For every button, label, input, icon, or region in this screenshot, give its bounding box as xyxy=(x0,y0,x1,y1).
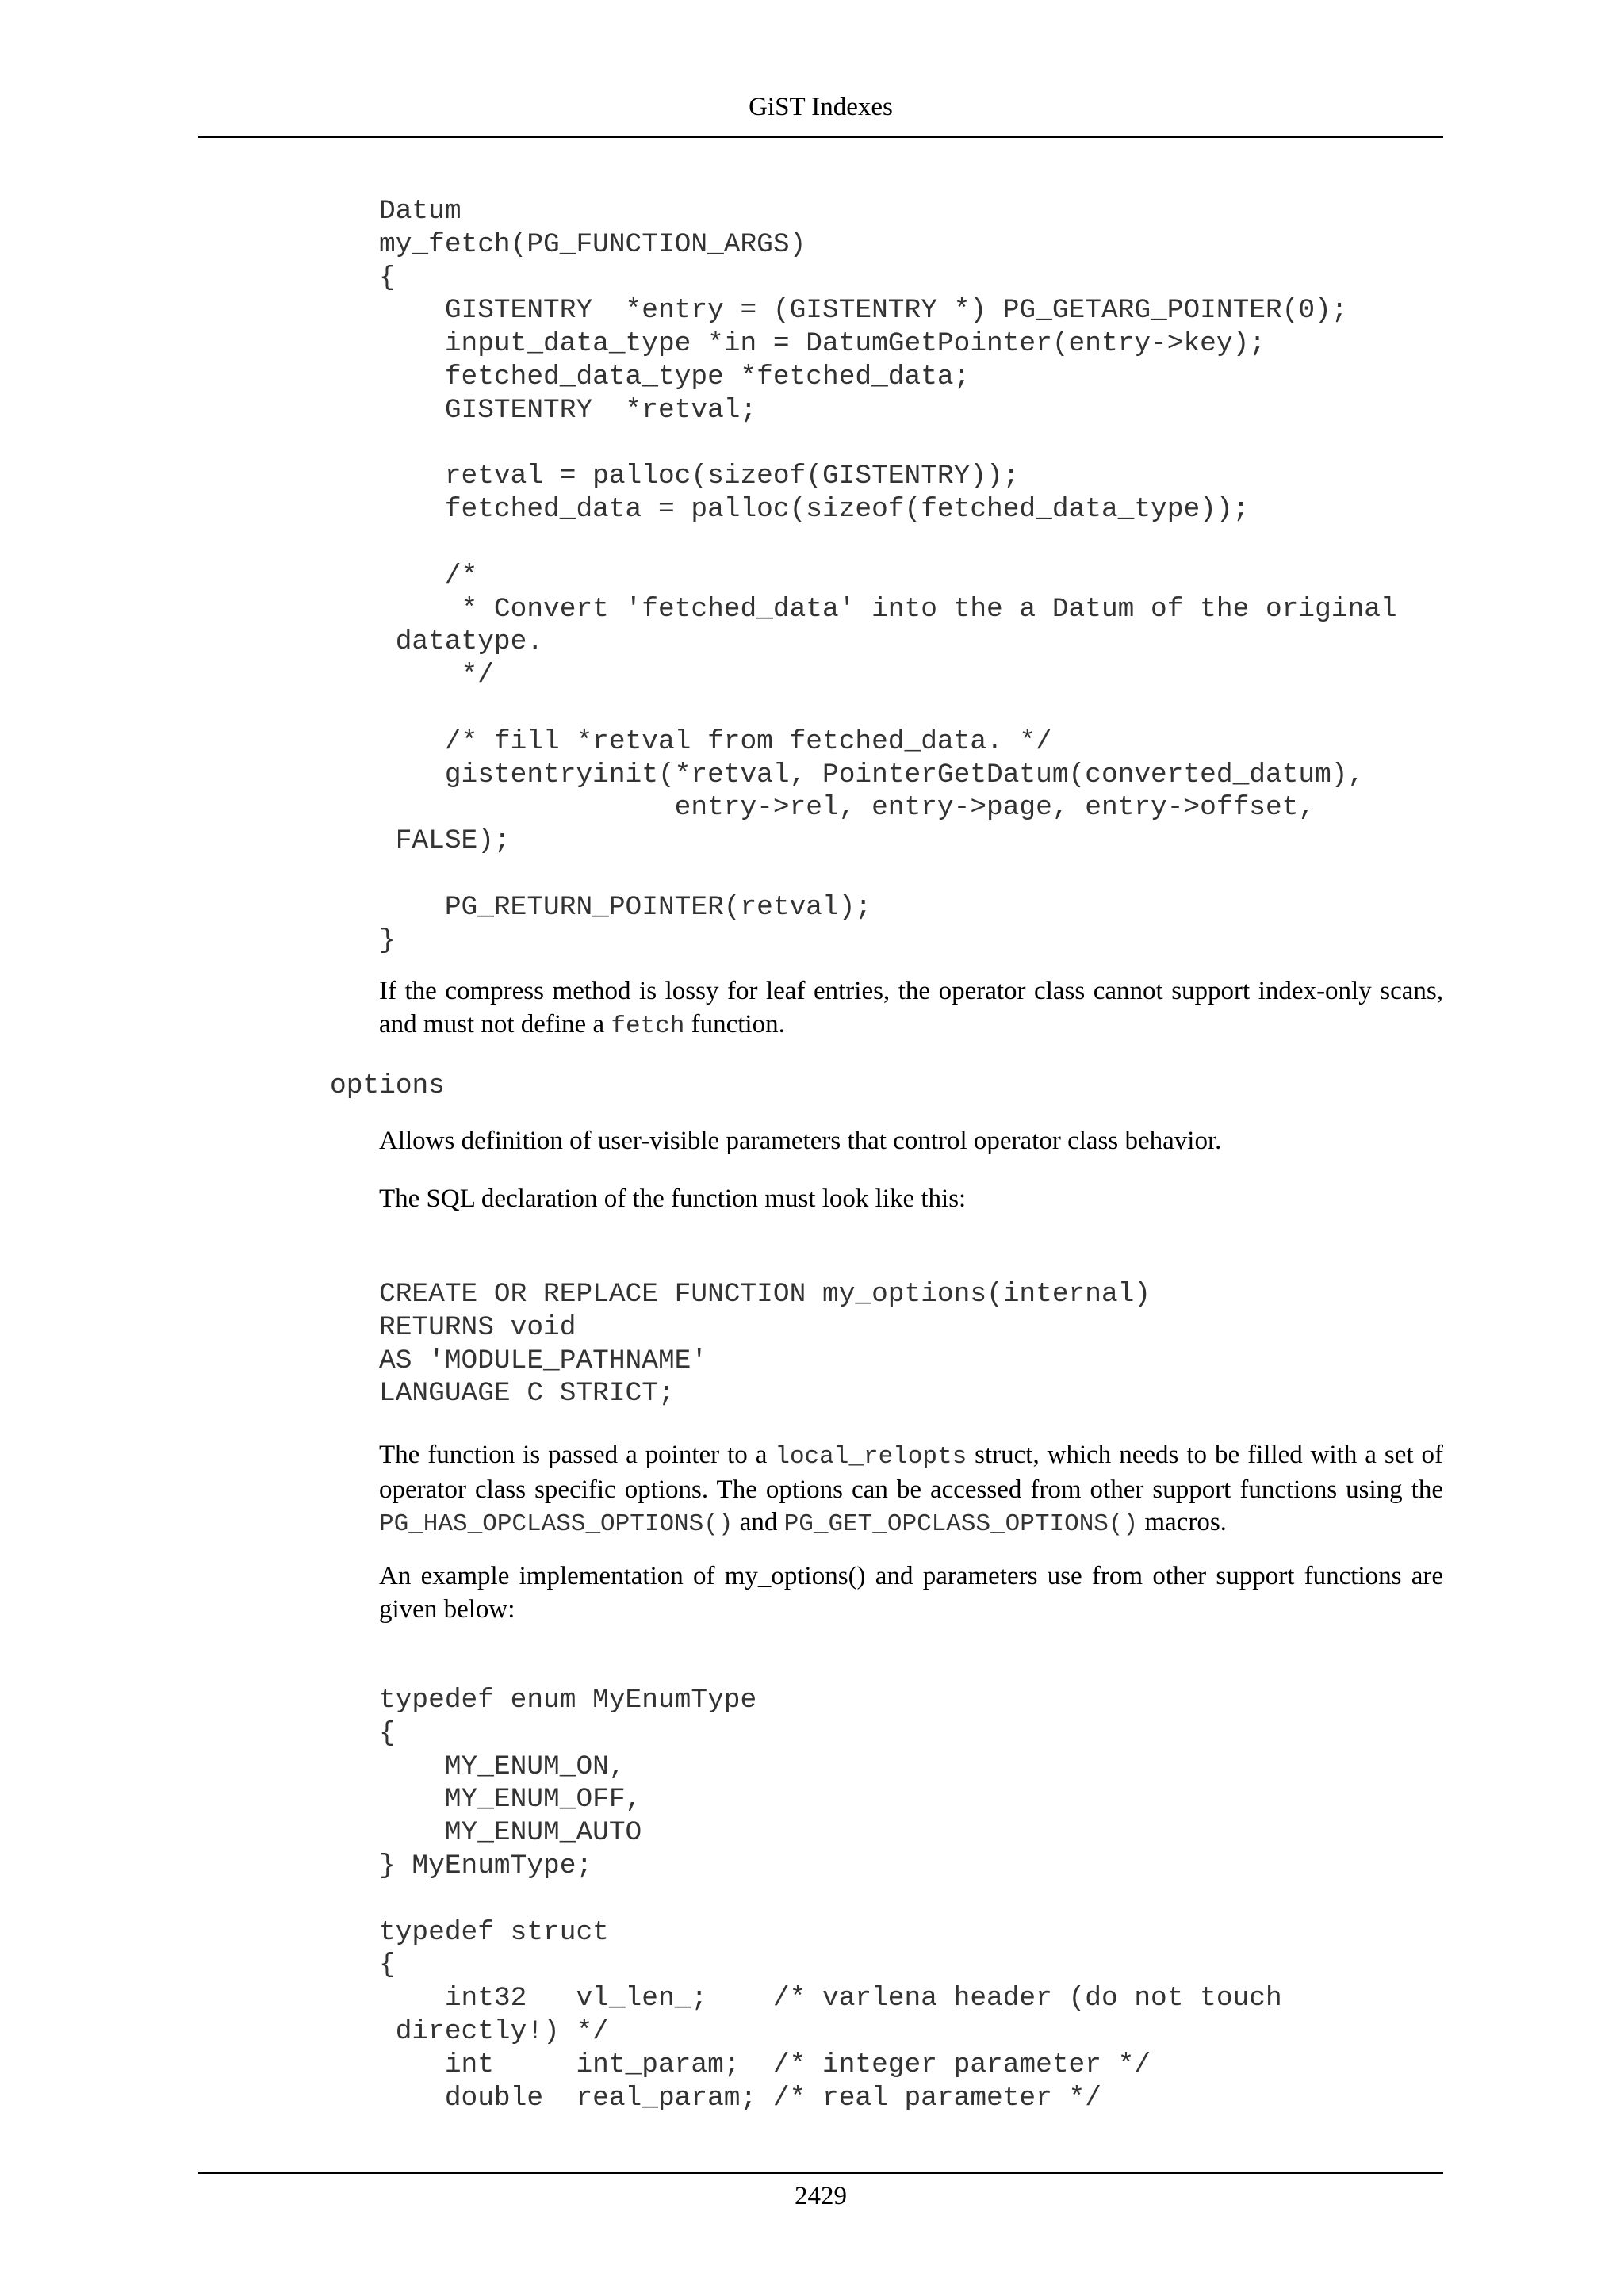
page-number: 2429 xyxy=(795,2182,847,2210)
has-opclass-options-code: PG_HAS_OPCLASS_OPTIONS() xyxy=(379,1510,733,1538)
code-block-my-fetch: Datum my_fetch(PG_FUNCTION_ARGS) { GISTENTRY *entry = (GISTENTRY *) PG_GETARG_POINTER(0); input_data_type *in = DatumGetPointer(entry->key); fetched_data_type *fetched_data; GISTENTRY *retval; retval = palloc(sizeof(GISTENTRY)); fetched_data = palloc(sizeof(fetched_data_type)); /* * Convert 'fetched_data' into the a Datum of the original datatype. */ /* fill *retval from fetched_data. */ gistentryinit(*retval, PointerGetDatum(converted_datum), entry->rel, entry->page, entry->offset, FALSE); PG_RETURN_POINTER(retval); } xyxy=(379,196,1397,956)
options-term: options xyxy=(330,1070,445,1101)
relopts-text-4: macros. xyxy=(1138,1508,1227,1536)
local-relopts-code: local_relopts xyxy=(775,1443,967,1471)
example-intro-paragraph: An example implementation of my_options() and parameters use from other support functions are given below: xyxy=(379,1562,1443,1624)
relopts-text-1: The function is passed a pointer to a xyxy=(379,1441,776,1469)
sql-declaration-intro: The SQL declaration of the function must look like this: xyxy=(379,1184,967,1213)
fetch-code-term: fetch xyxy=(611,1012,685,1040)
fetch-note-paragraph xyxy=(379,975,1443,1043)
get-opclass-options-code: PG_GET_OPCLASS_OPTIONS() xyxy=(783,1510,1139,1538)
relopts-text-2: struct, which needs to be filled with a set of operator class specific options. The options can be accessed from other support functions using the xyxy=(379,1441,1443,1504)
header-rule xyxy=(198,136,1443,138)
footer-rule xyxy=(198,2172,1443,2174)
relopts-paragraph xyxy=(379,1439,1443,1541)
code-block-sql-declaration: CREATE OR REPLACE FUNCTION my_options(internal) RETURNS void AS 'MODULE_PATHNAME' LANGUAGE C STRICT; xyxy=(379,1279,1151,1410)
relopts-text-3: and xyxy=(733,1508,784,1536)
fetch-note-text-1: If the compress method is lossy for leaf entries, the operator class cannot support index-only scans, and must not define a xyxy=(379,977,1443,1039)
running-header: GiST Indexes xyxy=(749,93,893,121)
options-description: Allows definition of user-visible parameters that control operator class behavior. xyxy=(379,1127,1222,1155)
code-block-example: typedef enum MyEnumType { MY_ENUM_ON, MY_ENUM_OFF, MY_ENUM_AUTO } MyEnumType; typedef struct { int32 vl_len_; /* varlena header (do not touch directly!) */ int int_param; /* integer parameter */ double real_param; /* real parameter */ xyxy=(379,1685,1282,2114)
fetch-note-text-2: function. xyxy=(684,1009,785,1039)
